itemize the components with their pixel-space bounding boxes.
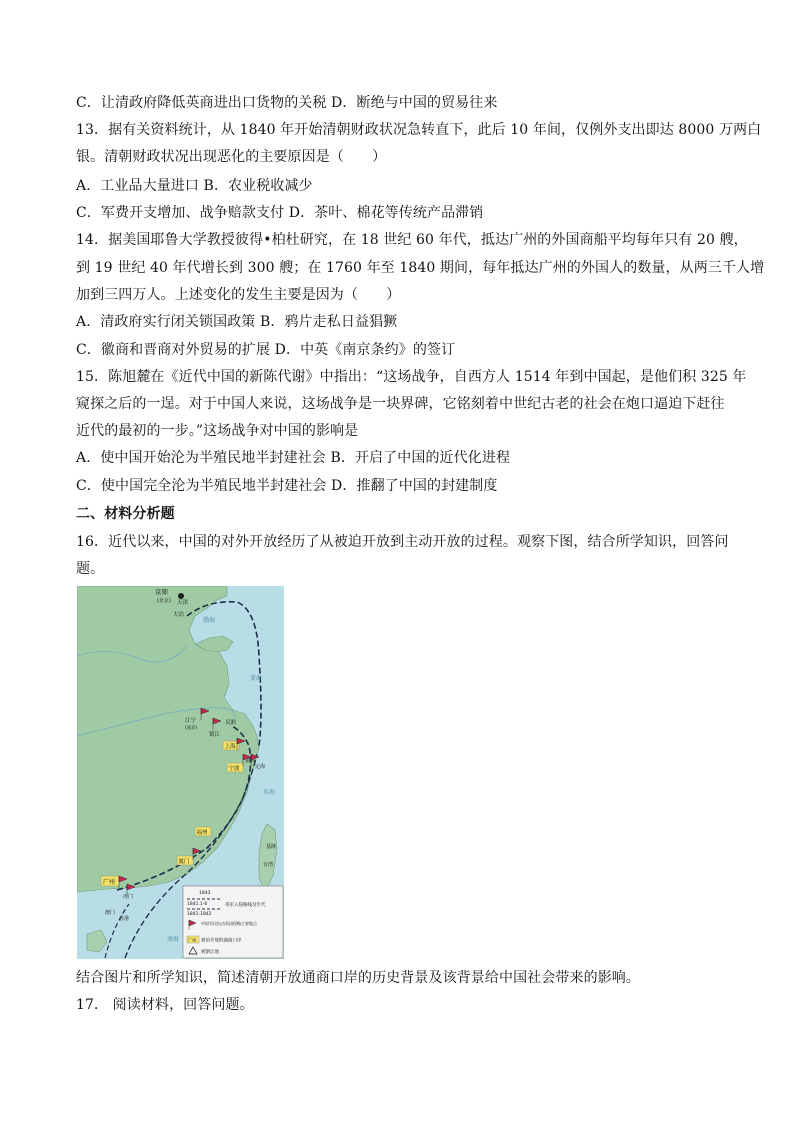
- guangzhou-label: 广州: [103, 879, 116, 886]
- fuzhou-label: 福州: [196, 830, 208, 836]
- capital-label: 京师: [155, 588, 168, 596]
- humen-label: 虎门: [123, 894, 134, 900]
- legend-port-label: 被迫开放的通商口岸: [201, 938, 242, 944]
- q15-stem-line1: 15．陈旭麓在《近代中国的新陈代谢》中指出：“这场战争，自西方人 1514 年到中国起，是他们积 325 年: [76, 369, 747, 385]
- map-legend: [183, 886, 283, 958]
- dinghai-label: 定海: [255, 764, 266, 770]
- q16-prompt: 结合图片和所学知识，简述清朝开放通商口岸的历史背景及该背景给中国社会带来的影响。: [76, 970, 640, 986]
- nanhai-label: 南海: [167, 936, 180, 943]
- opium-war-map: [77, 586, 284, 959]
- q14-stem-line3: 加到三四万人。上述变化的发生主要是因为（ ）: [76, 287, 401, 303]
- q14-options-ab: A．清政府实行闭关锁国政策 B．鸦片走私日益猖獗: [76, 314, 398, 330]
- q16-stem-line1: 16．近代以来，中国的对外开放经历了从被迫开放到主动开放的过程。观察下图，结合所学知识，回答问: [76, 534, 729, 550]
- bohai-label: 渤海: [203, 617, 216, 624]
- jilong-label: 基隆: [266, 844, 277, 850]
- q15-options-ab: A．使中国开始沦为半殖民地半封建社会 B．开启了中国的近代化进程: [76, 450, 511, 466]
- q17-stem: 17． 阅读材料，回答问题。: [76, 997, 254, 1013]
- legend-route-label: 英军入侵路线及年代: [225, 903, 266, 908]
- jiangning-label: 江宁: [185, 718, 197, 724]
- q13-options-ab: A．工业品大量进口 B．农业税收减少: [76, 178, 313, 194]
- q14-stem-line1: 14．据美国耶鲁大学教授彼得•柏杜研究，在 18 世纪 60 年代，抵达广州的外国商船平均每年只有 20 艘，: [76, 232, 748, 248]
- tianjin-label: 天津: [177, 600, 189, 606]
- legend-port-tag-label: 广州: [188, 937, 196, 943]
- q15-options-cd: C．使中国完全沦为半殖民地半封建社会 D．推翻了中国的封建制度: [76, 478, 498, 494]
- aomen-label: 澳门: [105, 910, 116, 916]
- wusong-label: 吴淞: [225, 720, 237, 726]
- q15-stem-line2: 窥探之后的一逞。对于中国人来说，这场战争是一块界碑，它铭刻着中世纪古老的社会在炮口逼迫下赶往: [76, 396, 725, 412]
- shanghai-label: 上海: [224, 744, 236, 750]
- q13-stem-line1: 13．据有关资料统计，从 1840 年开始清朝财政状况急转直下，此后 10 年间，仅例外支出即达 8000 万两白: [76, 122, 762, 138]
- capital-sub-label: (北京): [157, 598, 171, 604]
- xiamen-label: 厦门: [178, 859, 190, 865]
- q13-stem-line2: 银。清朝财政状况出现恶化的主要原因是（ ）: [76, 149, 387, 165]
- taiwan-label: 台湾: [263, 862, 274, 868]
- section-heading: 二、材料分析题: [76, 506, 175, 522]
- huanghai-label: 黄海: [250, 675, 263, 682]
- q12-options-cd: C．让清政府降低英商进出口货物的关税 D．断绝与中国的贸易往来: [76, 95, 498, 111]
- legend-flag-label: 中国军民抗击英国侵略主要地点: [201, 921, 257, 926]
- legend-occupied-label: 被割让地: [201, 950, 219, 955]
- legend-1841-1-label: 1841.1-6: [187, 902, 208, 907]
- xianggang-label: 香港: [119, 916, 130, 922]
- zhenhai-label: 镇海: [245, 758, 256, 764]
- q13-options-cd: C．军费开支增加、战争赔款支付 D．茶叶、棉花等传统产品滞销: [76, 205, 484, 221]
- legend-1843-label: 1843: [199, 891, 211, 896]
- legend-1841-2-label: 1841-1842: [187, 912, 212, 917]
- q14-options-cd: C．徽商和晋商对外贸易的扩展 D．中英《南京条约》的签订: [76, 342, 456, 358]
- q15-stem-line3: 近代的最初的一步。”这场战争对中国的影响是: [76, 423, 359, 439]
- jiangning-sub-label: (南京): [185, 726, 198, 731]
- q16-stem-line2: 题。: [76, 561, 105, 577]
- q14-stem-line2: 到 19 世纪 40 年代增长到 300 艘；在 1760 年至 1840 期间，每年抵达广州的外国人的数量，从两三千人增: [76, 260, 765, 276]
- donghai-label: 东海: [263, 789, 276, 796]
- zhenjiang-label: 镇江: [209, 732, 221, 738]
- ningbo-label: 宁波: [228, 766, 240, 772]
- dagu-label: 大沽: [173, 612, 185, 618]
